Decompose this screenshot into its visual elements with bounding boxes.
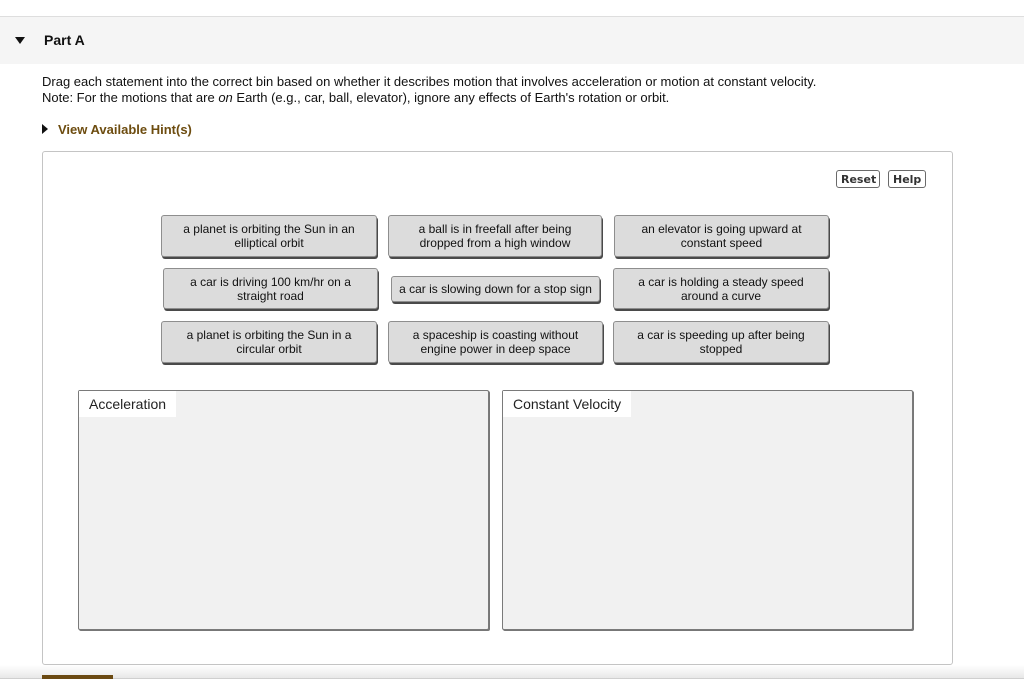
submit-button[interactable] [42, 675, 113, 679]
instructions-note-emphasis: on [218, 90, 233, 105]
hint-expand-arrow-icon [42, 124, 48, 134]
instructions [42, 74, 982, 106]
collapse-caret-icon[interactable] [15, 37, 25, 44]
statement-tile[interactable]: an elevator is going upward at constant speed [614, 215, 829, 257]
help-button[interactable]: Help [888, 170, 926, 188]
statement-tile[interactable]: a car is holding a steady speed around a curve [613, 268, 829, 309]
statement-tile[interactable]: a car is speeding up after being stopped [613, 321, 829, 363]
statement-tile[interactable]: a car is slowing down for a stop sign [391, 276, 600, 302]
acceleration-bin[interactable] [78, 390, 489, 630]
statement-tile[interactable]: a planet is orbiting the Sun in a circular orbit [161, 321, 377, 363]
constant-velocity-bin[interactable] [502, 390, 913, 630]
part-header[interactable] [0, 17, 1024, 64]
acceleration-bin-label: Acceleration [79, 391, 176, 417]
statement-tile[interactable]: a planet is orbiting the Sun in an elliptical orbit [161, 215, 377, 257]
instructions-line-2 [42, 90, 982, 106]
reset-button[interactable]: Reset [836, 170, 880, 188]
constant-velocity-bin-label: Constant Velocity [503, 391, 631, 417]
instructions-line-1: Drag each statement into the correct bin based on whether it describes motion that involves acceleration or motion at constant velocity. [42, 74, 817, 89]
view-hints-label: View Available Hint(s) [58, 122, 192, 137]
view-hints-link[interactable] [42, 122, 192, 137]
part-title: Part A [44, 32, 85, 48]
statement-tile[interactable]: a car is driving 100 km/hr on a straight road [163, 268, 378, 309]
bottom-bar [0, 665, 1024, 679]
statement-tile[interactable]: a ball is in freefall after being dropped from a high window [388, 215, 602, 257]
instructions-note-start: Note: For the motions that are [42, 90, 219, 105]
statement-tile[interactable]: a spaceship is coasting without engine power in deep space [388, 321, 603, 363]
instructions-note-end: Earth (e.g., car, ball, elevator), ignore any effects of Earth's rotation or orbit. [232, 90, 670, 105]
